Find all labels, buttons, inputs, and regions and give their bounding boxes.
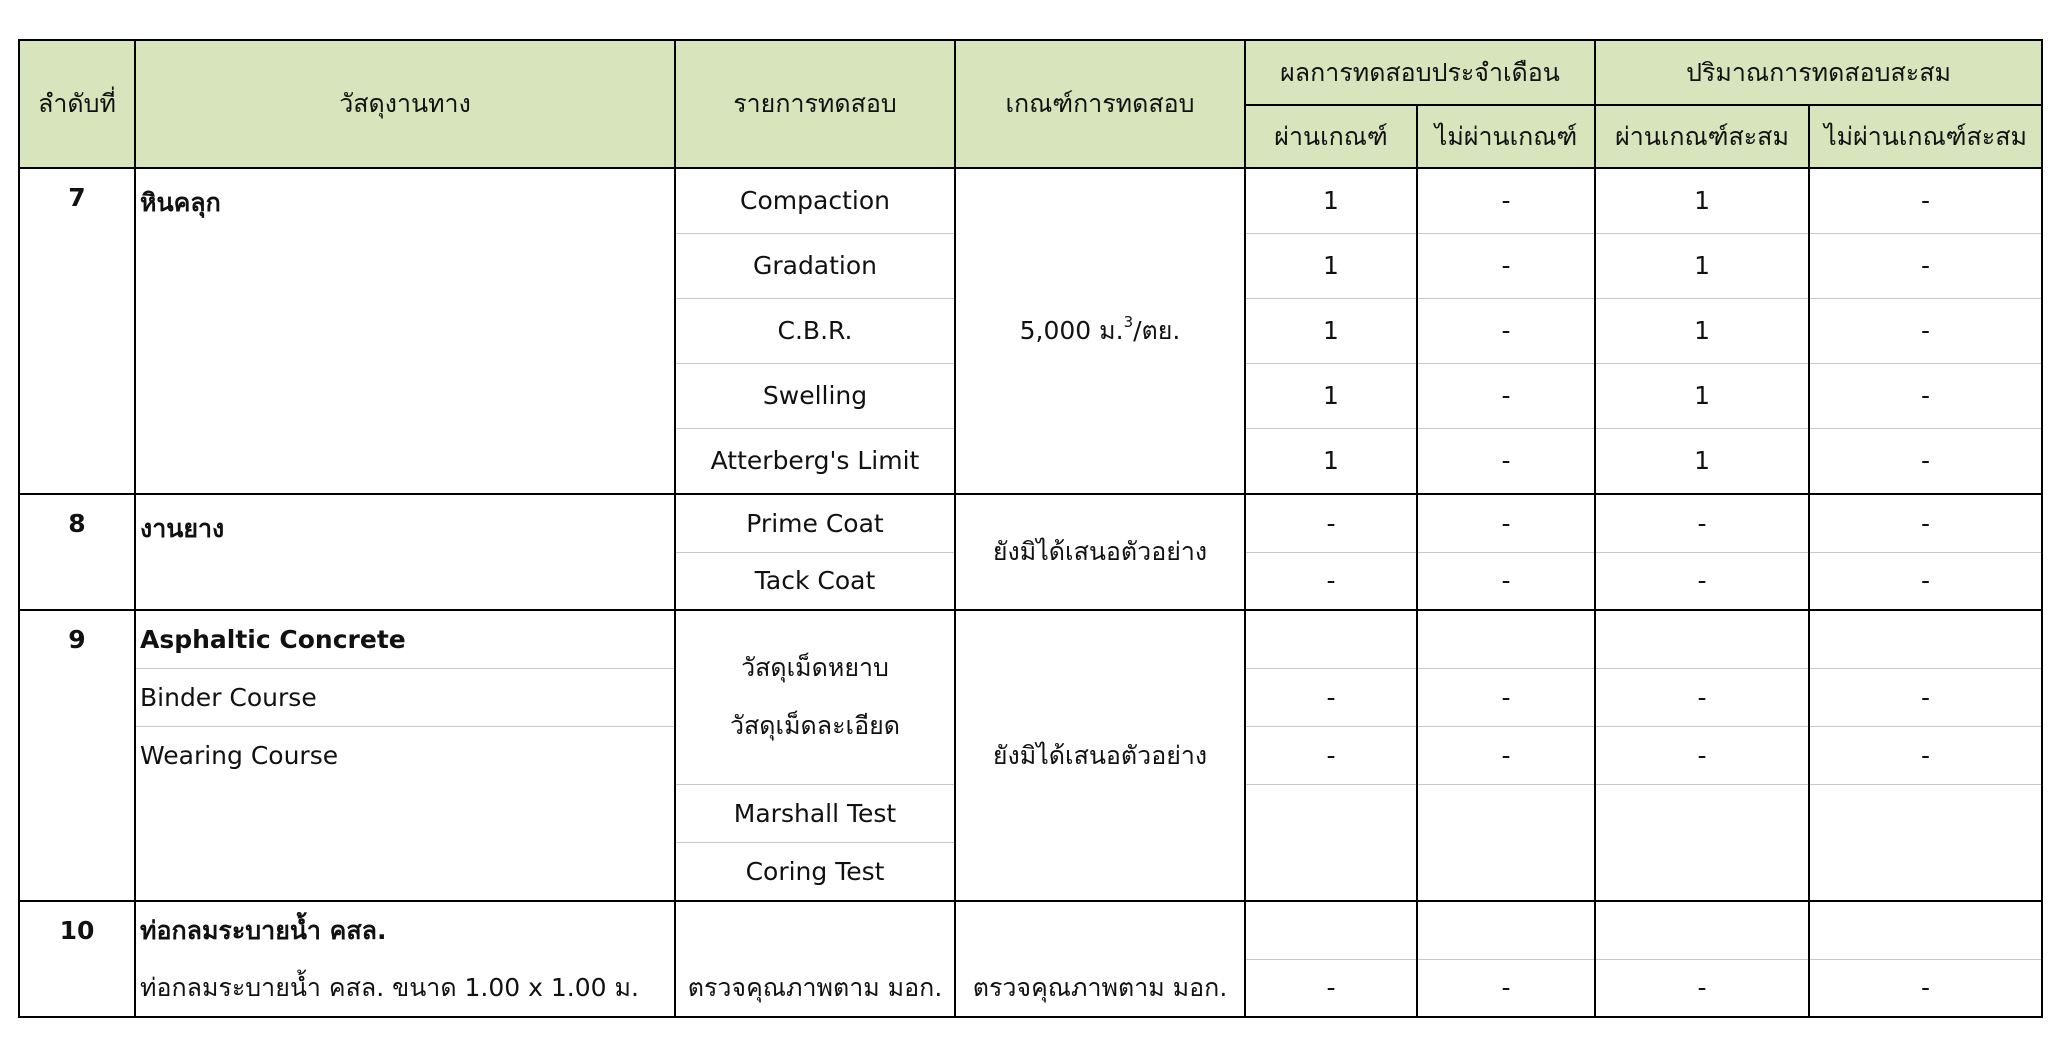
criteria-cell	[955, 168, 1245, 494]
fail-cell: -	[1417, 726, 1595, 784]
header-pass-cum: ผ่านเกณฑ์สะสม	[1595, 105, 1809, 168]
test-item: Coring Test	[675, 842, 955, 901]
test-item: ตรวจคุณภาพตาม มอก.	[675, 959, 955, 1017]
pass-cum-cell: -	[1595, 726, 1809, 784]
fail-cell: -	[1417, 552, 1595, 610]
sub-material: Binder Course	[135, 668, 675, 726]
pass-cell: 1	[1245, 363, 1417, 428]
criteria-text: 5,000 ม.	[1019, 316, 1124, 345]
table-row	[19, 168, 2042, 233]
pass-cell: -	[1245, 668, 1417, 726]
fail-cum-cell: -	[1809, 726, 2042, 784]
header-monthly: ผลการทดสอบประจำเดือน	[1245, 40, 1595, 105]
test-item: C.B.R.	[675, 298, 955, 363]
fail-cell: -	[1417, 363, 1595, 428]
test-item: Tack Coat	[675, 552, 955, 610]
fail-cum-cell: -	[1809, 428, 2042, 494]
table-row	[19, 610, 2042, 668]
header-pass: ผ่านเกณฑ์	[1245, 105, 1417, 168]
pass-cum-cell: 1	[1595, 428, 1809, 494]
test-item-combined	[675, 610, 955, 784]
header-fail: ไม่ผ่านเกณฑ์	[1417, 105, 1595, 168]
group-no: 10	[19, 901, 135, 1017]
pass-cum-cell: -	[1595, 494, 1809, 552]
fail-cum-cell: -	[1809, 363, 2042, 428]
header-fail-cum: ไม่ผ่านเกณฑ์สะสม	[1809, 105, 2042, 168]
pass-cell: 1	[1245, 168, 1417, 233]
criteria-cell: ยังมิได้เสนอตัวอย่าง	[955, 494, 1245, 610]
fail-cum-cell: -	[1809, 233, 2042, 298]
fail-cell: -	[1417, 428, 1595, 494]
pass-cell: 1	[1245, 233, 1417, 298]
header-test-item: รายการทดสอบ	[675, 40, 955, 168]
table-row	[19, 901, 2042, 959]
pass-cum-cell: 1	[1595, 363, 1809, 428]
group-material: Asphaltic Concrete	[135, 610, 675, 668]
fail-cum-cell: -	[1809, 959, 2042, 1017]
fail-cell: -	[1417, 494, 1595, 552]
pass-cell: -	[1245, 959, 1417, 1017]
pass-cell: -	[1245, 726, 1417, 784]
test-item: Prime Coat	[675, 494, 955, 552]
criteria-superscript: 3	[1123, 313, 1134, 331]
table-row	[19, 959, 2042, 1017]
pass-cell: -	[1245, 552, 1417, 610]
fail-cell: -	[1417, 233, 1595, 298]
group-no: 7	[19, 168, 135, 494]
sub-material: Wearing Course	[135, 726, 675, 784]
header-criteria: เกณฑ์การทดสอบ	[955, 40, 1245, 168]
table-row	[19, 494, 2042, 552]
test-item: Atterberg's Limit	[675, 428, 955, 494]
pass-cum-cell: -	[1595, 552, 1809, 610]
fail-cum-cell: -	[1809, 552, 2042, 610]
criteria-tail: /ตย.	[1133, 316, 1181, 345]
fail-cum-cell: -	[1809, 668, 2042, 726]
header-material: วัสดุงานทาง	[135, 40, 675, 168]
pass-cum-cell: 1	[1595, 233, 1809, 298]
test-fine-aggregate: วัสดุเม็ดละเอียด	[730, 711, 900, 741]
fail-cell: -	[1417, 168, 1595, 233]
header-no: ลำดับที่	[19, 40, 135, 168]
test-item: Compaction	[675, 168, 955, 233]
group-material: ท่อกลมระบายน้ำ คสล.	[135, 901, 675, 959]
pass-cum-cell: -	[1595, 959, 1809, 1017]
pass-cum-cell: 1	[1595, 298, 1809, 363]
fail-cum-cell: -	[1809, 168, 2042, 233]
pass-cell: 1	[1245, 428, 1417, 494]
criteria-cell: ตรวจคุณภาพตาม มอก.	[955, 959, 1245, 1017]
fail-cum-cell: -	[1809, 298, 2042, 363]
header-cumulative: ปริมาณการทดสอบสะสม	[1595, 40, 2042, 105]
criteria-cell: ยังมิได้เสนอตัวอย่าง	[955, 610, 1245, 901]
sub-material: ท่อกลมระบายน้ำ คสล. ขนาด 1.00 x 1.00 ม.	[135, 959, 675, 1017]
fail-cell: -	[1417, 298, 1595, 363]
group-no: 8	[19, 494, 135, 610]
test-item: Swelling	[675, 363, 955, 428]
header-row	[19, 40, 2042, 105]
group-no: 9	[19, 610, 135, 901]
pass-cum-cell: 1	[1595, 168, 1809, 233]
test-results-table	[18, 39, 2043, 1018]
fail-cum-cell: -	[1809, 494, 2042, 552]
test-item: Marshall Test	[675, 784, 955, 842]
fail-cell: -	[1417, 959, 1595, 1017]
fail-cell: -	[1417, 668, 1595, 726]
group-material: งานยาง	[135, 494, 675, 610]
test-item: Gradation	[675, 233, 955, 298]
group-material: หินคลุก	[135, 168, 675, 494]
test-coarse-aggregate: วัสดุเม็ดหยาบ	[741, 653, 889, 683]
pass-cell: -	[1245, 494, 1417, 552]
pass-cell: 1	[1245, 298, 1417, 363]
pass-cum-cell: -	[1595, 668, 1809, 726]
